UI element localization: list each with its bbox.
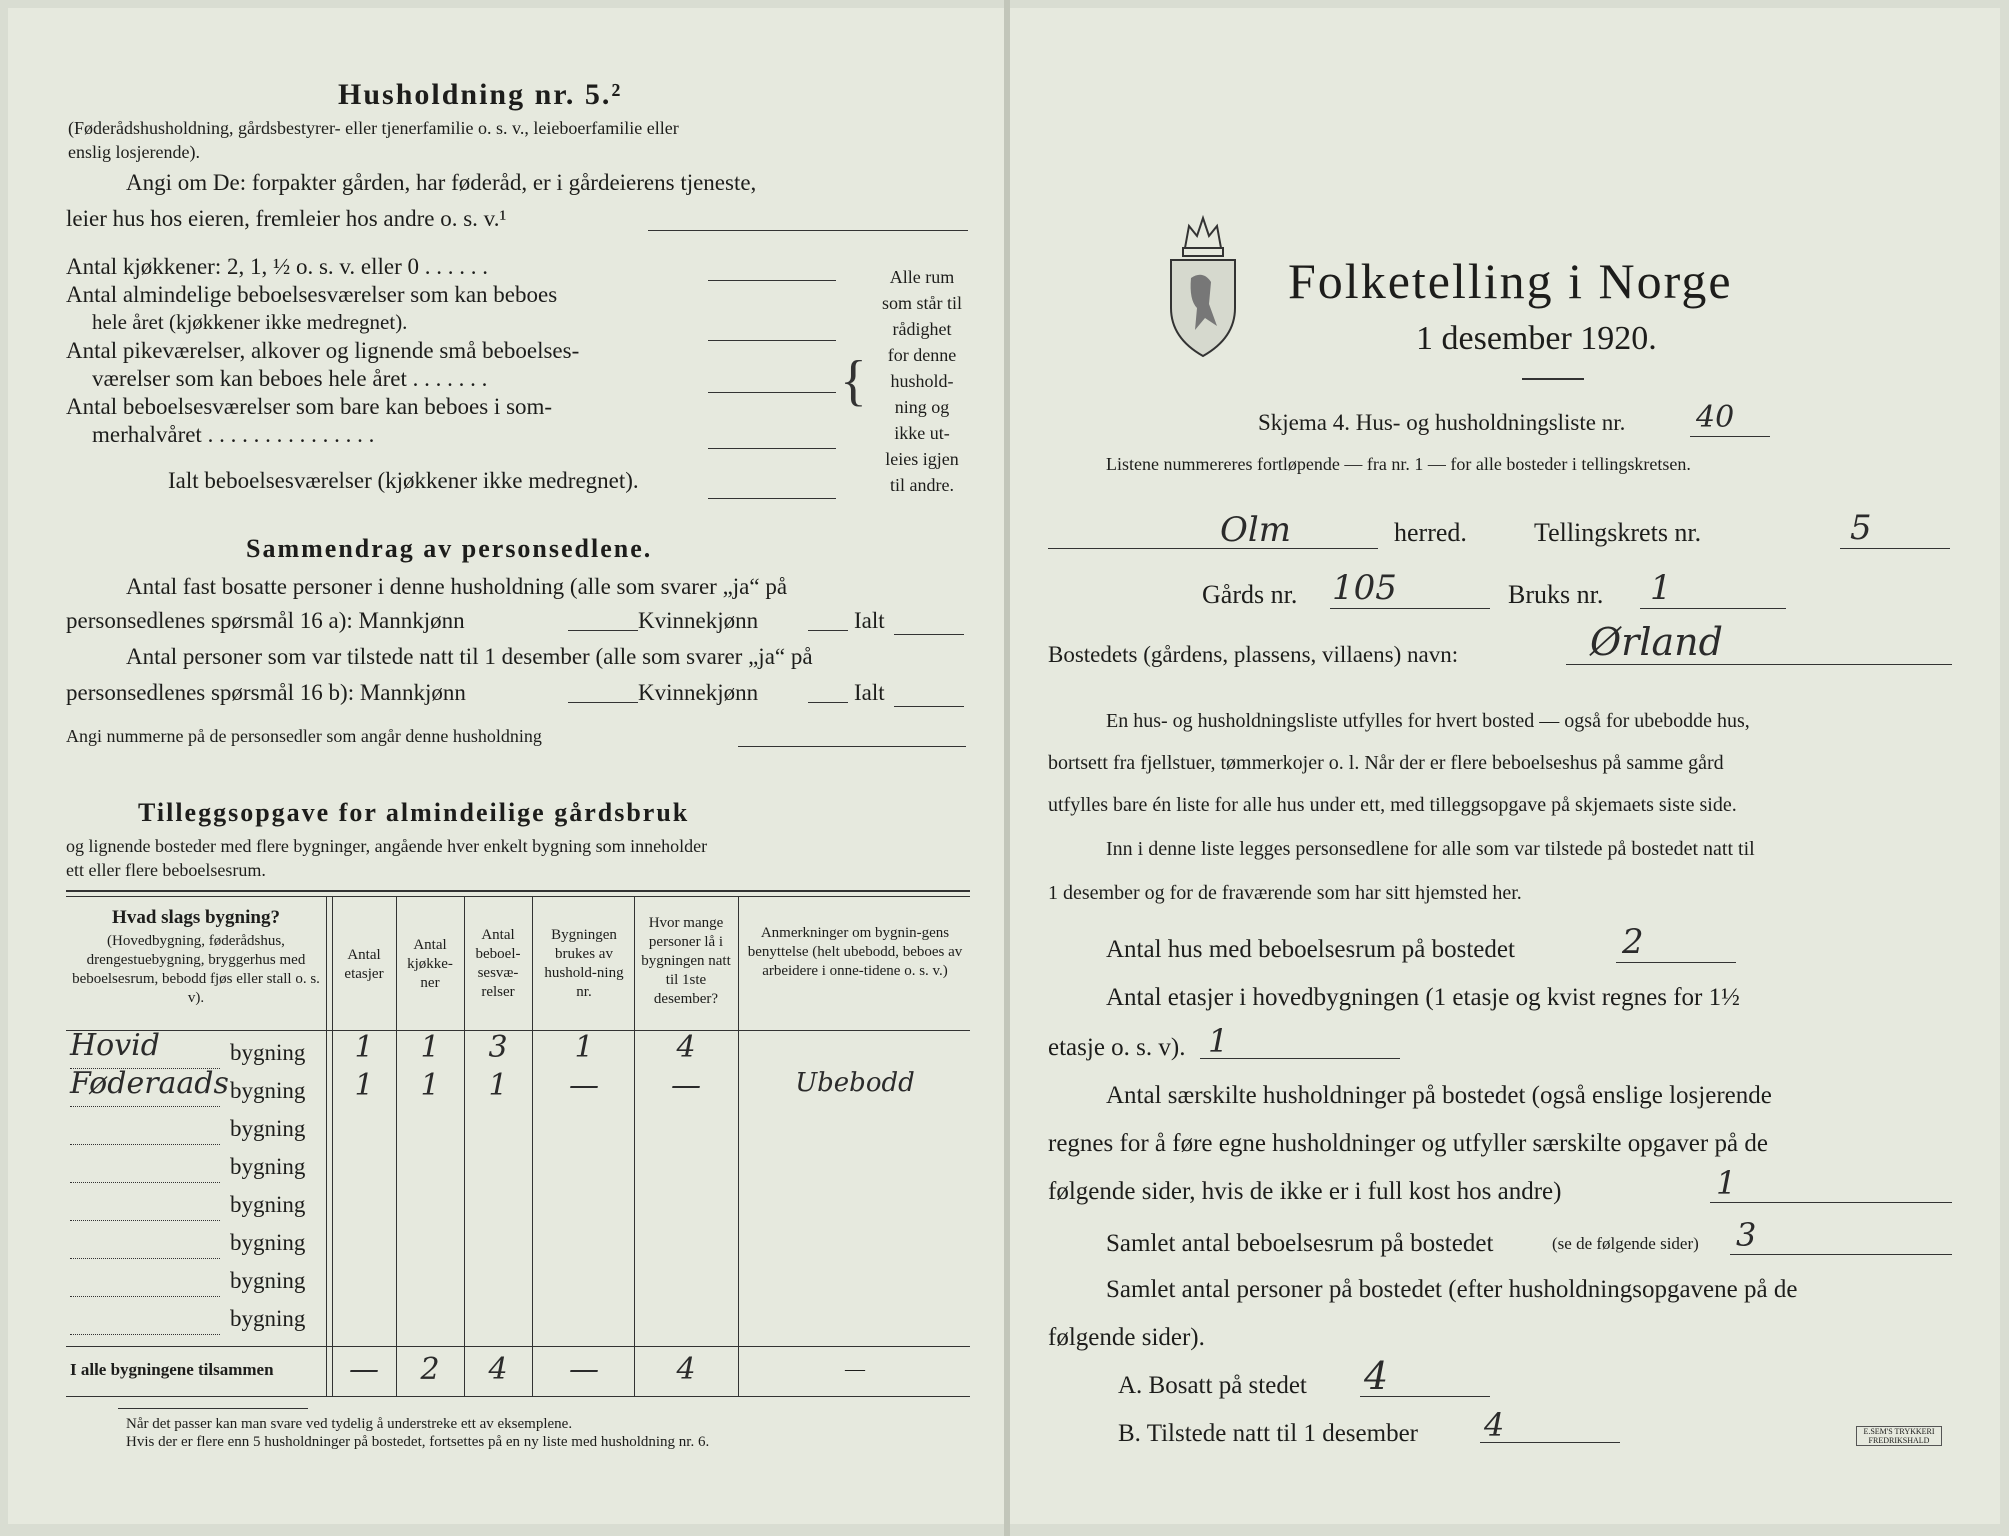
rooms-small-1: Antal pikeværelser, alkover og lignende små beboelses- bbox=[66, 338, 580, 363]
skjema-number: 40 bbox=[1696, 400, 1735, 435]
instructions-3: utfylles bare én liste for alle hus under ett, med tilleggsopgave på skjemaets siste side. bbox=[1048, 794, 1737, 816]
b-value: 4 bbox=[1484, 1406, 1505, 1444]
rooms-summer-2: merhalvåret . . . . . . . . . . . . . . . bbox=[92, 422, 375, 447]
total-persons: 4 bbox=[676, 1352, 696, 1387]
building-suffix: bygning bbox=[230, 1192, 306, 1217]
q-rum-label: Samlet antal beboelsesrum på bostedet bbox=[1106, 1230, 1494, 1257]
census-date: 1 desember 1920. bbox=[1416, 320, 1657, 357]
rooms-ordinary-2: hele året (kjøkkener ikke medregnet). bbox=[92, 310, 408, 334]
q-pers-line-2: følgende sider). bbox=[1048, 1324, 1205, 1351]
building-name: Hovid bbox=[70, 1028, 160, 1063]
summary-title: Sammendrag av personsedlene. bbox=[246, 534, 653, 563]
bruks-value: 1 bbox=[1650, 568, 1672, 608]
footnote-2: Hvis der er flere enn 5 husholdninger på bostedet, fortsettes på en ny liste med husholdning nr. 6. bbox=[126, 1434, 710, 1450]
q-hush-line-3: følgende sider, hvis de ikke er i full kost hos andre) bbox=[1048, 1178, 1562, 1205]
instructions-2: bortsett fra fjellstuer, tømmerkojer o. l. Når der er flere beboelseshus på samme gård bbox=[1048, 752, 1724, 774]
skjema-label: Skjema 4. Hus- og husholdningsliste nr. bbox=[1258, 410, 1626, 435]
summary-male2-label: personsedlenes spørsmål 16 b): Mannkjønn bbox=[66, 680, 466, 705]
cell-etasjer: 1 bbox=[354, 1030, 374, 1065]
q-pers-line-1: Samlet antal personer på bostedet (efter husholdningsopgavene på de bbox=[1106, 1276, 1798, 1303]
building-suffix: bygning bbox=[230, 1040, 306, 1065]
cell-hushold: — bbox=[569, 1068, 599, 1103]
q-hus-label: Antal hus med beboelsesrum på bostedet bbox=[1106, 936, 1515, 963]
summary-line-2: Antal personer som var tilstede natt til 1 desember (alle som svarer „ja“ på bbox=[126, 644, 813, 669]
header-remarks: Anmerkninger om bygnin-gens benyttelse (helt ubebodd, beboes av arbeidere i onne-tidene o. s. v.) bbox=[747, 925, 963, 979]
total-kitchens: 2 bbox=[420, 1352, 440, 1387]
printer-stamp: E.SEM'S TRYKKERI FREDRIKSHALD bbox=[1856, 1426, 1942, 1446]
q-hush-line-2: regnes for å føre egne husholdninger og utfyller særskilte opgaver på de bbox=[1048, 1130, 1768, 1157]
building-suffix: bygning bbox=[230, 1268, 306, 1293]
rooms-small-2: værelser som kan beboes hele året . . . . . . . bbox=[92, 366, 488, 391]
herred-label: herred. bbox=[1394, 518, 1467, 547]
bruks-label: Bruks nr. bbox=[1508, 580, 1604, 609]
bostedets-value: Ørland bbox=[1590, 620, 1723, 664]
building-suffix: bygning bbox=[230, 1230, 306, 1255]
building-suffix: bygning bbox=[230, 1078, 306, 1103]
instructions-4: Inn i denne liste legges personsedlene for alle som var tilstede på bostedet natt til bbox=[1106, 838, 1755, 860]
q-etasjer-value: 1 bbox=[1208, 1022, 1229, 1060]
header-floors: Antal etasjer bbox=[344, 947, 384, 982]
cell-anm: Ubebodd bbox=[795, 1068, 915, 1098]
instructions-1: En hus- og husholdningsliste utfylles for hvert bosted — også for ubebodde hus, bbox=[1106, 710, 1750, 732]
summary-numbers: Angi nummerne på de personsedler som angår denne husholdning bbox=[66, 726, 542, 746]
q-rum-note: (se de følgende sider) bbox=[1552, 1234, 1699, 1253]
cell-vaerelser: 3 bbox=[488, 1030, 508, 1065]
header-building-desc: (Hovedbygning, føderådshus, drengestuebygning, bryggerhus med beboelsesrum, bebodd fjøs eller stall o. s. v). bbox=[72, 933, 320, 1006]
summary-line-1: Antal fast bosatte personer i denne husholdning (alle som svarer „ja“ på bbox=[126, 574, 788, 599]
rooms-kitchens: Antal kjøkkener: 2, 1, ½ o. s. v. eller 0 . . . . . . bbox=[66, 254, 489, 279]
q-hush-line-1: Antal særskilte husholdninger på bostedet (også enslige losjerende bbox=[1106, 1082, 1772, 1109]
header-building-type: Hvad slags bygning? bbox=[112, 907, 280, 928]
header-household: Bygningen brukes av hushold-ning nr. bbox=[544, 927, 624, 1000]
q-etasjer-line-2: etasje o. s. v). bbox=[1048, 1034, 1186, 1061]
q-hush-value: 1 bbox=[1716, 1164, 1737, 1202]
b-label: B. Tilstede natt til 1 desember bbox=[1118, 1420, 1418, 1447]
rooms-total: Ialt beboelsesværelser (kjøkkener ikke medregnet). bbox=[168, 468, 639, 493]
gards-value: 105 bbox=[1332, 568, 1397, 608]
cell-etasjer: 1 bbox=[354, 1068, 374, 1103]
household-title: Husholdning nr. 5.² bbox=[338, 78, 623, 111]
instructions-5: 1 desember og for de fraværende som har sitt hjemsted her. bbox=[1048, 882, 1522, 904]
total-floors: — bbox=[349, 1352, 379, 1387]
q-etasjer-line-1: Antal etasjer i hovedbygningen (1 etasje og kvist regnes for 1½ bbox=[1106, 984, 1740, 1011]
building-suffix: bygning bbox=[230, 1154, 306, 1179]
gards-label: Gårds nr. bbox=[1202, 580, 1298, 609]
cell-personer: 4 bbox=[676, 1030, 696, 1065]
herred-value: Olm bbox=[1220, 510, 1291, 550]
tellingskrets-label: Tellingskrets nr. bbox=[1534, 518, 1702, 547]
cell-personer: — bbox=[671, 1068, 701, 1103]
total-remarks: — bbox=[845, 1358, 865, 1380]
bostedets-label: Bostedets (gårdens, plassens, villaens) navn: bbox=[1048, 642, 1459, 667]
cell-kjokkener: 1 bbox=[420, 1030, 440, 1065]
angi-line-1: Angi om De: forpakter gården, har føderåd, er i gårdeierens tjeneste, bbox=[126, 170, 757, 195]
summary-male-label: personsedlenes spørsmål 16 a): Mannkjønn bbox=[66, 608, 465, 633]
summary-total-label: Ialt bbox=[854, 608, 885, 633]
brace-note: Alle rum som står til rådighet for denne hushold- ning og ikke ut- leies igjen til andre. bbox=[882, 267, 962, 495]
summary-female2-label: Kvinnekjønn bbox=[638, 680, 759, 705]
left-page bbox=[8, 8, 1004, 1524]
cell-vaerelser: 1 bbox=[488, 1068, 508, 1103]
brace-icon: { bbox=[840, 350, 867, 412]
footnote-1: Når det passer kan man svare ved tydelig å understreke ett av eksemplene. bbox=[126, 1416, 573, 1432]
listene-note: Listene nummereres fortløpende — fra nr. 1 — for alle bosteder i tellingskretsen. bbox=[1106, 454, 1691, 474]
building-suffix: bygning bbox=[230, 1306, 306, 1331]
summary-total2-label: Ialt bbox=[854, 680, 885, 705]
total-rooms: 4 bbox=[488, 1352, 508, 1387]
rooms-ordinary-1: Antal almindelige beboelsesværelser som kan beboes bbox=[66, 282, 558, 307]
summary-female-label: Kvinnekjønn bbox=[638, 608, 759, 633]
total-label: I alle bygningene tilsammen bbox=[70, 1360, 274, 1379]
q-hus-value: 2 bbox=[1622, 922, 1644, 962]
header-rooms: Antal beboel-sesvæ-relser bbox=[475, 927, 521, 1000]
building-suffix: bygning bbox=[230, 1116, 306, 1141]
angi-line-2: leier hus hos eieren, fremleier hos andre o. s. v.¹ bbox=[66, 206, 507, 231]
total-household: — bbox=[569, 1352, 599, 1387]
household-subtitle-2: enslig losjerende). bbox=[68, 142, 200, 162]
household-subtitle-1: (Føderådshusholdning, gårdsbestyrer- eller tjenerfamilie o. s. v., leieboerfamilie eller bbox=[68, 118, 679, 138]
header-persons: Hvor mange personer lå i bygningen natt til 1ste desember? bbox=[641, 915, 731, 1007]
coat-of-arms-icon bbox=[1165, 208, 1241, 358]
header-kitchens: Antal kjøkke-ner bbox=[407, 937, 453, 991]
a-value: 4 bbox=[1364, 1354, 1389, 1398]
right-page bbox=[1010, 8, 2000, 1524]
census-title: Folketelling i Norge bbox=[1288, 253, 1733, 309]
cell-hushold: 1 bbox=[574, 1030, 594, 1065]
rooms-summer-1: Antal beboelsesværelser som bare kan beboes i som- bbox=[66, 394, 553, 419]
tillegg-line-2: ett eller flere beboelsesrum. bbox=[66, 860, 266, 880]
building-name: Føderaads bbox=[70, 1066, 229, 1101]
a-label: A. Bosatt på stedet bbox=[1118, 1372, 1307, 1399]
cell-kjokkener: 1 bbox=[420, 1068, 440, 1103]
tillegg-title: Tilleggsopgave for almindeilige gårdsbruk bbox=[138, 798, 690, 827]
q-rum-value: 3 bbox=[1736, 1216, 1757, 1254]
tellingskrets-value: 5 bbox=[1850, 508, 1872, 548]
tillegg-line-1: og lignende bosteder med flere bygninger, angående hver enkelt bygning som inneholder bbox=[66, 836, 708, 856]
